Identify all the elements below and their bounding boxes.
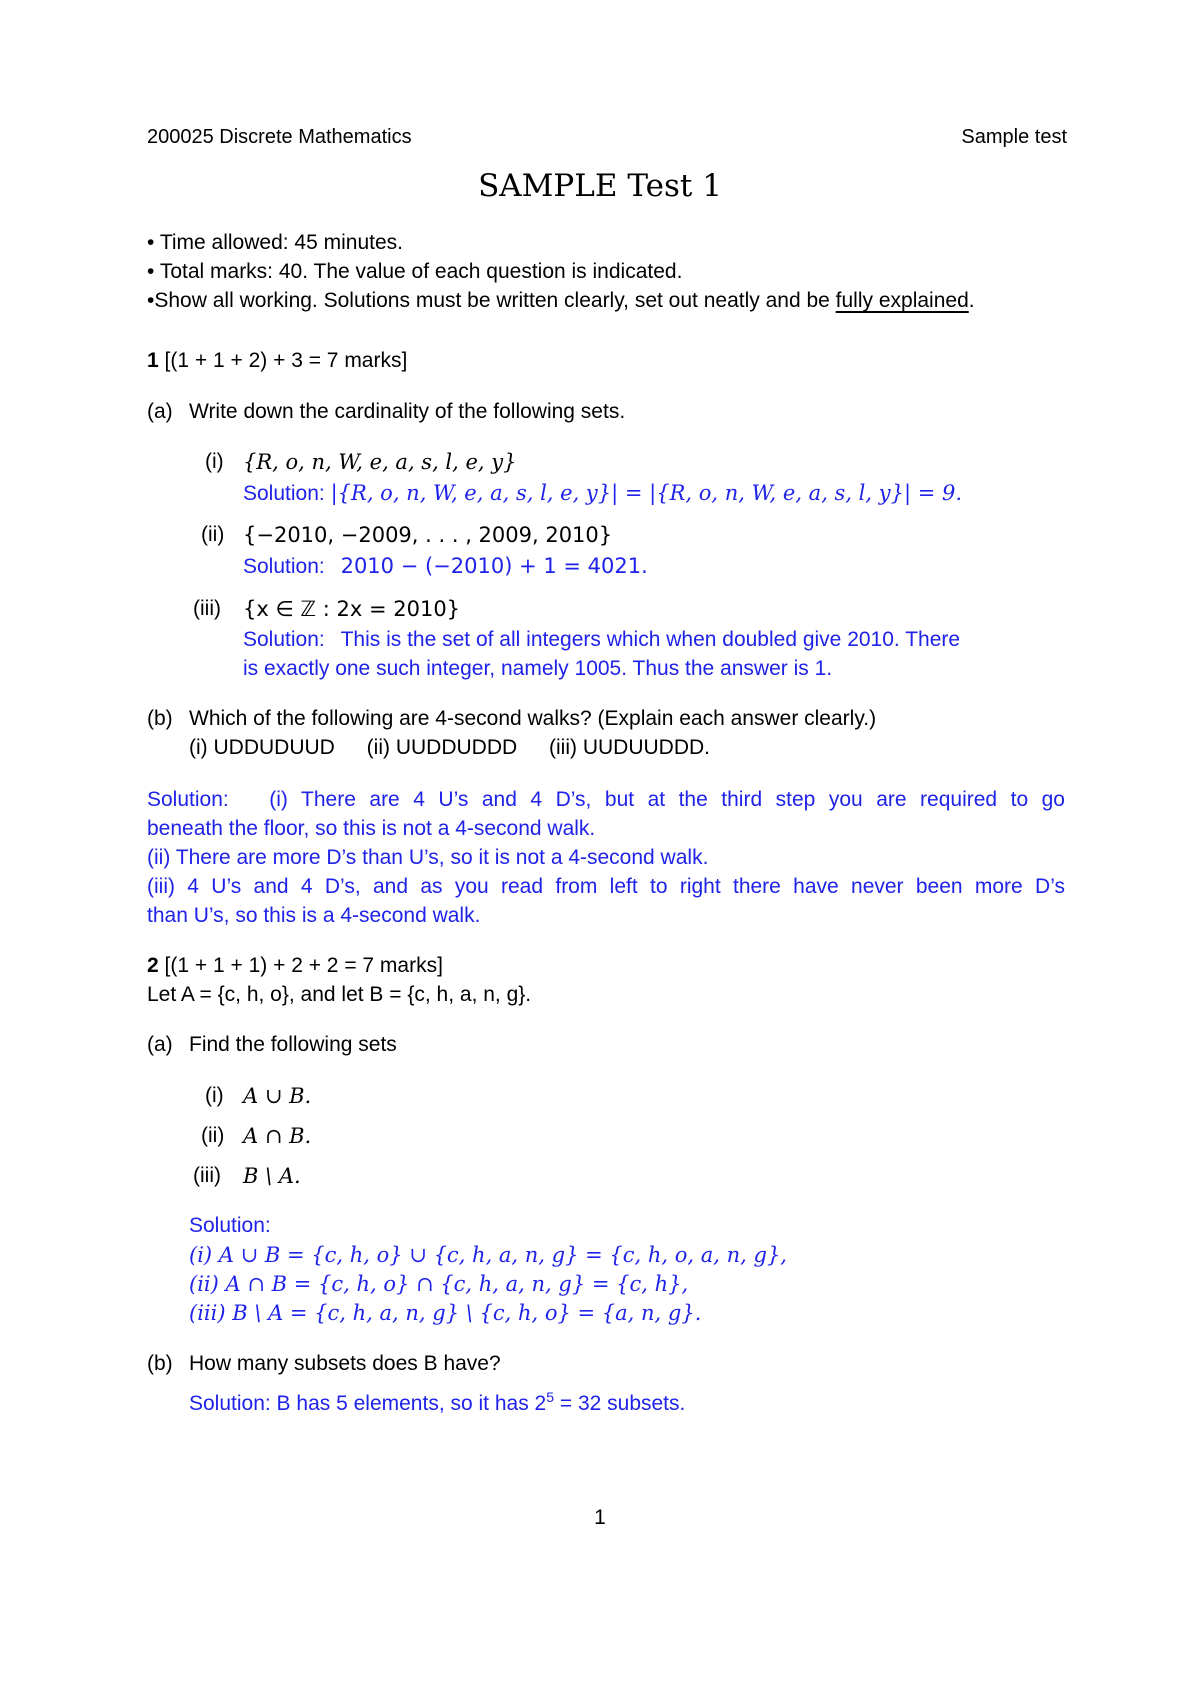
q2a-iii-expr: B \ A. xyxy=(243,1164,301,1188)
q2b-text: How many subsets does B have? xyxy=(189,1352,501,1375)
q1b-walks xyxy=(189,735,710,761)
walk-i: UDDUDUUD xyxy=(213,736,335,759)
walk-i-label: (i) xyxy=(189,736,208,759)
q1-number: 1 xyxy=(147,349,159,372)
q2b-label: (b) xyxy=(147,1352,173,1375)
q1-marks: [(1 + 1 + 2) + 3 = 7 marks] xyxy=(164,349,408,372)
q1b-solution-line3: (ii) There are more D’s than U’s, so it is not a 4-second walk. xyxy=(147,846,709,869)
q2a-ii-expr: A ∩ B. xyxy=(243,1124,312,1148)
q1b-solution xyxy=(147,785,1065,930)
q1a-iii-set: {x ∈ ℤ : 2x = 2010} xyxy=(243,597,461,621)
q2-marks: [(1 + 1 + 1) + 2 + 2 = 7 marks] xyxy=(164,954,443,977)
q2b-solution-text: Solution: B has 5 elements, so it has 2 xyxy=(189,1392,547,1415)
instruction-working xyxy=(147,288,975,314)
q2a-ii-label: (ii) xyxy=(201,1124,225,1147)
q1a-iii-solution-line1: This is the set of all integers which when doubled give 2010. There xyxy=(340,628,961,651)
q1a-ii-label: (ii) xyxy=(201,523,225,546)
q2a-iii-label: (iii) xyxy=(193,1164,221,1187)
q2a-text: Find the following sets xyxy=(189,1033,397,1056)
q2a-i-expr: A ∪ B. xyxy=(243,1084,312,1108)
fully-explained-underlined: fully explained xyxy=(835,289,969,312)
instruction-time xyxy=(147,230,403,256)
q1b-solution-line1 xyxy=(147,785,1065,814)
q1a-i-set: {R, o, n, W, e, a, s, l, e, y} xyxy=(243,450,517,474)
q1-heading xyxy=(147,348,407,374)
bullet: • xyxy=(147,231,155,254)
bullet: • xyxy=(147,260,155,283)
q1a-iii-solution-line2: is exactly one such integer, namely 1005. Thus the answer is 1. xyxy=(243,657,833,680)
q1b-solution-line5: than U’s, so this is a 4-second walk. xyxy=(147,904,481,927)
q1a-i-label: (i) xyxy=(205,450,224,473)
q2-let-line: Let A = {c, h, o}, and let B = {c, h, a, n, g}. xyxy=(147,983,532,1006)
q1b-solution-line2: beneath the floor, so this is not a 4-second walk. xyxy=(147,817,596,840)
q1b-text: Which of the following are 4-second walks? (Explain each answer clearly.) xyxy=(189,707,877,730)
solution-label: Solution: xyxy=(147,788,229,811)
document-type: Sample test xyxy=(961,126,1067,148)
page-number: 1 xyxy=(594,1506,606,1529)
q1a-ii-solution-text: 2010 − (−2010) + 1 = 4021. xyxy=(340,554,648,578)
q1b-solution-line4: (iii) 4 U’s and 4 D’s, and as you read from left to right there have never been more D’s xyxy=(147,875,1065,898)
q2a-label: (a) xyxy=(147,1033,173,1056)
q1a-label: (a) xyxy=(147,400,173,423)
q2a-solution-iii: (iii) B \ A = {c, h, a, n, g} \ {c, h, o} = {a, n, g}. xyxy=(189,1301,702,1325)
q1a-ii-set: {−2010, −2009, . . . , 2009, 2010} xyxy=(243,523,613,547)
page-title: SAMPLE Test 1 xyxy=(478,168,722,204)
solution-label: Solution: xyxy=(243,628,325,651)
q2-heading xyxy=(147,953,443,979)
q1a-i-solution-text: |{R, o, n, W, e, a, s, l, e, y}| = |{R, o, n, W, e, a, s, l, y}| = 9. xyxy=(330,481,963,505)
solution-label: Solution: xyxy=(243,482,325,505)
q2a-solution-ii: (ii) A ∩ B = {c, h, o} ∩ {c, h, a, n, g} = {c, h}, xyxy=(189,1272,689,1296)
q2a-i-label: (i) xyxy=(205,1084,224,1107)
q1a-ii-solution xyxy=(243,553,648,580)
instruction-marks-text: Total marks: 40. The value of each question is indicated. xyxy=(159,260,683,283)
q1a-iii-solution xyxy=(243,627,960,653)
instruction-working-text: Show all working. Solutions must be written clearly, set out neatly and be xyxy=(154,289,836,312)
course-title: 200025 Discrete Mathematics xyxy=(147,126,412,148)
walk-iii-label: (iii) xyxy=(549,736,577,759)
q1b-solution-line1-text: (i) There are 4 U’s and 4 D’s, but at the third step you are required to go xyxy=(269,788,1065,811)
q2b-solution-exponent: 5 xyxy=(546,1389,555,1405)
q2b-solution-suffix: = 32 subsets. xyxy=(554,1392,686,1415)
solution-label: Solution: xyxy=(243,555,325,578)
q1b-label: (b) xyxy=(147,707,173,730)
walk-ii-label: (ii) xyxy=(366,736,390,759)
q2-number: 2 xyxy=(147,954,159,977)
instruction-working-suffix: . xyxy=(968,289,975,312)
q2a-solution-i: (i) A ∪ B = {c, h, o} ∪ {c, h, a, n, g} = {c, h, o, a, n, g}, xyxy=(189,1243,787,1267)
instruction-time-text: Time allowed: 45 minutes. xyxy=(159,231,403,254)
q2a-solution-label: Solution: xyxy=(189,1214,271,1237)
bullet: • xyxy=(147,289,155,312)
walk-iii: UUDUUDDD. xyxy=(582,736,711,759)
instruction-marks xyxy=(147,259,682,285)
walk-ii: UUDDUDDD xyxy=(395,736,518,759)
q1a-iii-label: (iii) xyxy=(193,597,221,620)
q2b-solution xyxy=(189,1391,685,1417)
q1a-i-solution xyxy=(243,480,962,507)
q1a-text: Write down the cardinality of the following sets. xyxy=(189,400,626,423)
